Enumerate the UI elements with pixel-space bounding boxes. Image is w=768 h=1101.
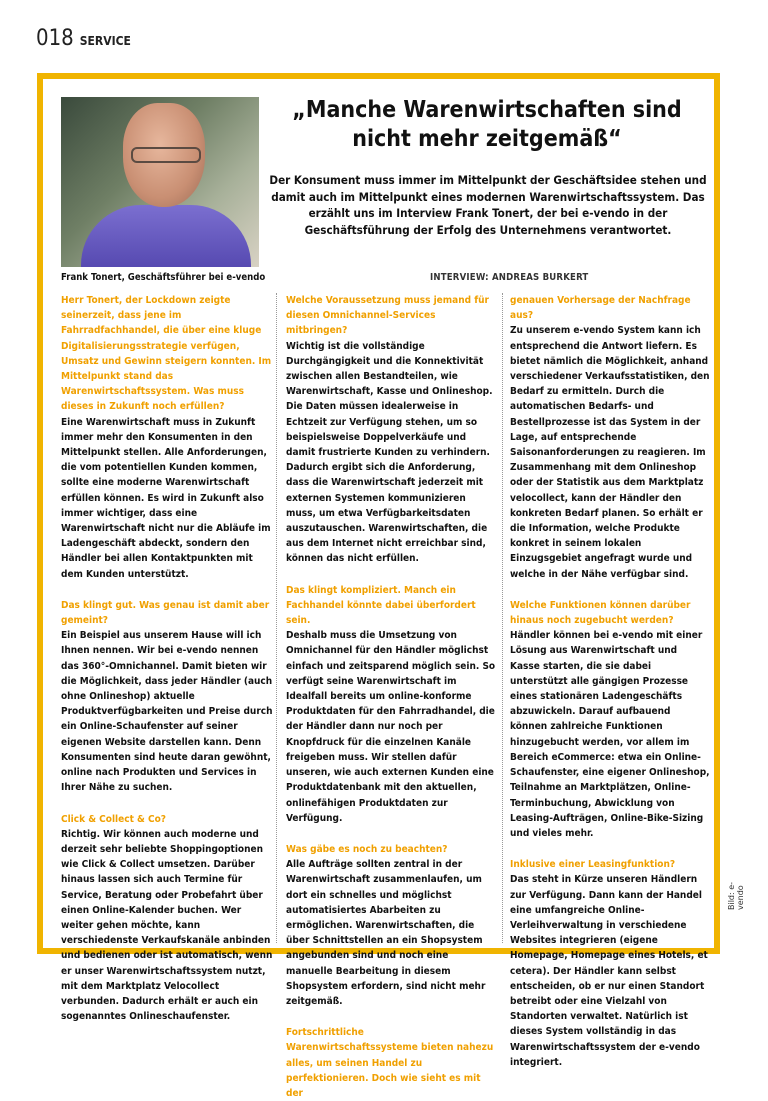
column-3 [510, 293, 710, 1086]
answer: Deshalb muss die Umsetzung von Omnichannel für den Händler möglichst einfach und zeitsparend möglich sein. So verfügt seine Warenwirtschaft im Idealfall bereits um online-konforme Produktdaten für den Fahrradhandel, die der Händler dann nur noch per Knopfdruck für die einzelnen Kanäle freigeben muss. Wir stellen dafür unseren, wie auch externen Kunden eine Produktdatenbank mit den aktuellen, onlinefähigen Produktdaten zur Verfügung. [286, 630, 496, 824]
answer: Wichtig ist die vollständige Durchgängigkeit und die Konnektivität zwischen allen Bestandteilen, wie Warenwirtschaft, Kasse und Onlineshop. Die Daten müssen idealerweise in Echtzeit zur Verfügung stehen, um so beispielsweise Doppelverkäufe und damit frustrierte Kunden zu verhindern. Dadurch ergibt sich die Anforderung, dass die Warenwirtschaft jederzeit mit externen Systemen kommunizieren muss, um etwa Verfügbarkeitsdaten auszutauschen. Warenwirtschaften, die aus dem Internet nicht erreichbar sind, können das nicht erfüllen. [286, 340, 493, 565]
lead-paragraph: Der Konsument muss immer im Mittelpunkt der Geschäftsidee stehen und damit auch im Mittelpunkt eines modernen Warenwirtschaftssystem. Das erzählt uns im Interview Frank Tonert, der bei e-vendo in der Geschäftsführung der Erfolg des Unternehmens verantwortet. [269, 173, 707, 237]
question: Was gäbe es noch zu beachten? [286, 843, 448, 855]
photo-glasses [131, 147, 201, 163]
photo-credit: Bild: e-vendo [727, 881, 745, 910]
column-divider [502, 293, 503, 943]
answer: Eine Warenwirtschaft muss in Zukunft immer mehr den Konsumenten in den Mittelpunkt stellen. Alle Anforderungen, die vom potentiellen Kunden kommen, sollte eine moderne Warenwirtschaft erfüllen können. Es wird in Zukunft also immer wichtiger, dass eine Warenwirtschaft nicht nur die Abläufe im Ladengeschäft abdeckt, sondern den Händler bei allen Kontaktpunkten mit dem Kunden unterstützt. [61, 416, 271, 580]
folio [36, 26, 131, 51]
answer: Zu unserem e-vendo System kann ich entsprechend die Antwort liefern. Es bietet nämlich die Möglichkeit, anhand verschiedener Verkaufsstatistiken, den Bedarf zu ermitteln. Durch die automatischen Bedarfs- und Bestellprozesse ist das System in der Lage, auf entsprechende Saisonanforderungen zu reagieren. Im Zusammenhang mit dem Onlineshop oder der Statistik aus dem Marktplatz velocollect, kann der Händler den konkreten Bedarf planen. So erhält er die Information, welche Produkte konkret in seinem lokalen Einzugsgebiet angefragt wurde und welche in der Nähe verfügbar sind. [510, 325, 710, 580]
page-number: 018 [36, 26, 74, 51]
question: Click & Collect & Co? [61, 813, 166, 825]
question: Welche Funktionen können darüber hinaus noch zugebucht werden? [510, 599, 691, 627]
answer: Richtig. Wir können auch moderne und derzeit sehr beliebte Shoppingoptionen wie Click & Collect umsetzen. Darüber hinaus lassen sich auch Termine für Service, Beratung oder Probefahrt über einen Online-Kalender buchen. Wer weiter gehen möchte, kann verschiedenste Verkaufskanäle anbinden und bedienen oder ist automatisch, wenn er unser Warenwirtschaftssystem nutzt, mit dem Marktplatz Velocollect verbunden. Dadurch erhält er auch ein sogenanntes Onlineschaufenster. [61, 828, 273, 1023]
question: Fortschrittliche Warenwirtschaftssysteme bieten nahezu alles, um seinen Handel zu perfektionieren. Doch wie sieht es mit der [286, 1027, 494, 1099]
photo-shirt [81, 205, 251, 267]
section-label: SERVICE [79, 34, 131, 48]
question: Herr Tonert, der Lockdown zeigte seinerzeit, dass jene im Fahrradfachhandel, die über eine kluge Digitalisierungsstrategie verfügen, Umsatz und Gewinn steigern konnten. Im Mittelpunkt stand das Warenwirtschaftssystem. Was muss dieses in Zukunft noch erfüllen? [61, 295, 272, 413]
answer: Ein Beispiel aus unserem Hause will ich Ihnen nennen. Wir bei e-vendo nennen das 360°-Omnichannel. Damit bieten wir die Möglichkeit, dass jeder Händler (auch ohne Onlineshop) aktuelle Produktverfügbarkeiten und Preise durch ein Online-Schaufenster auf seiner eigenen Website darstellen kann. Denn Konsumenten sind heute daran gewöhnt, online nach Produkten und Services in Ihrer Nähe zu suchen. [61, 630, 273, 794]
portrait-photo [61, 97, 259, 267]
question: Das klingt gut. Was genau ist damit aber gemeint? [61, 599, 270, 627]
question: Inklusive einer Leasingfunktion? [510, 859, 676, 871]
column-2 [286, 293, 498, 1101]
headline: „Manche Warenwirtschaften sind nicht mehr zeitgemäß“ [292, 97, 682, 152]
column-1 [61, 293, 276, 1040]
answer: Alle Aufträge sollten zentral in der Warenwirtschaft zusammenlaufen, um dort ein schnelles und möglichst automatisiertes Abarbeiten zu ermöglichen. Warenwirtschaften, die über Schnittstellen an ein Shopsystem angebunden sind und noch eine manuelle Bearbeitung in diesem Shopsystem erfordern, sind nicht mehr zeitgemäß. [286, 859, 486, 1007]
question: Welche Voraussetzung muss jemand für diesen Omnichannel-Services mitbringen? [286, 295, 489, 337]
question: genauen Vorhersage der Nachfrage aus? [510, 295, 691, 322]
answer: Händler können bei e-vendo mit einer Lösung aus Warenwirtschaft und Kasse starten, die sie dabei unterstützt alle gängigen Prozesse eines stationären Ladengeschäfts abzuwickeln. Darauf aufbauend können zahlreiche Funktionen hinzugebucht werden, vor allem im Bereich eCommerce: etwa ein Online-Schaufenster, eine eigener Onlineshop, Teilnahme an Marktplätzen, Online-Terminbuchung, Abwicklung von Leasing-Aufträgen, Online-Bike-Sizing und vieles mehr. [510, 630, 710, 839]
byline: INTERVIEW: ANDREAS BURKERT [430, 272, 589, 283]
question: Das klingt kompliziert. Manch ein Fachhandel könnte dabei überfordert sein. [286, 584, 476, 627]
photo-caption: Frank Tonert, Geschäftsführer bei e-vendo [61, 272, 266, 283]
column-divider [276, 293, 277, 943]
answer: Das steht in Kürze unseren Händlern zur Verfügung. Dann kann der Handel eine umfangreiche Online-Verleihverwaltung in verschiedene Websites integrieren (eigene Homepage, Homepage eines Hotels, et cetera). Der Händler kann selbst entscheiden, ob er nur einen Standort betreibt oder eine Vielzahl von Standorten verwaltet. Natürlich ist dieses System vollständig in das Warenwirtschaftssystem der e-vendo integriert. [510, 874, 708, 1068]
